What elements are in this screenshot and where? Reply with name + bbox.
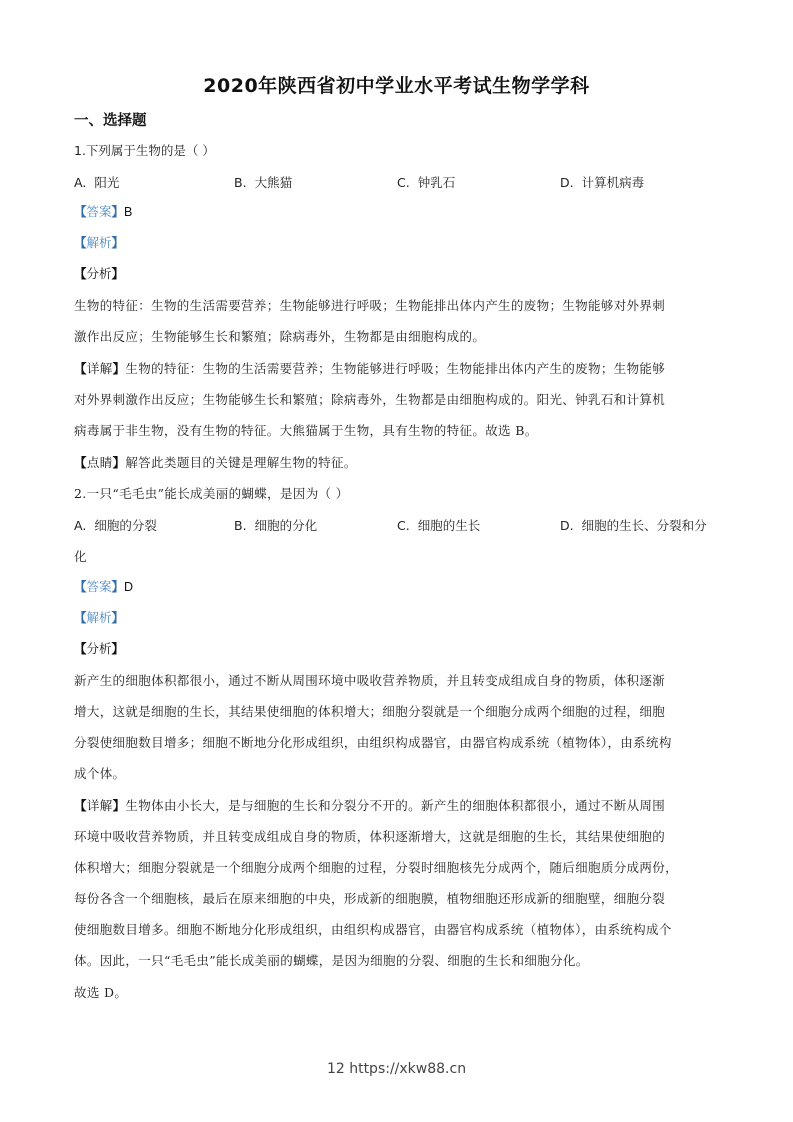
question-2-option-d-wrap: 化 — [74, 549, 87, 564]
question-2-detail: 【详解】生物体由小长大，是与细胞的生长和分裂分不开的。新产生的细胞体积都很小，通过不断从周围 — [74, 798, 666, 813]
detail-line: 对外界刺激作出反应；生物能够生长和繁殖；除病毒外，生物都是由细胞构成的。阳光、钟乳石和计算机 — [74, 392, 666, 407]
option-letter: A. — [74, 175, 87, 190]
question-2-option-a: A. 细胞的分裂 — [74, 518, 157, 533]
question-2-analysis-tag: 【分析】 — [74, 641, 125, 656]
option-letter: C. — [397, 175, 410, 190]
question-2-answer — [74, 578, 724, 597]
question-1-option-b — [234, 173, 292, 191]
question-1-stem: 1.下列属于生物的是（ ） — [74, 143, 215, 158]
question-1-option-c — [397, 173, 455, 191]
analysis-line: 新产生的细胞体积都很小，通过不断从周围环境中吸收营养物质，并且转变成组成自身的物质，体积逐渐 — [74, 673, 666, 688]
question-1-option-d — [560, 173, 644, 191]
option-text: 计算机病毒 — [581, 175, 645, 190]
detail-line: 病毒属于非生物，没有生物的特征。大熊猫属于生物，具有生物的特征。故选 B。 — [74, 423, 538, 438]
analysis-line: 增大，这就是细胞的生长，其结果使细胞的体积增大；细胞分裂就是一个细胞分成两个细胞的过程，细胞 — [74, 704, 666, 719]
question-2-option-c: C. 细胞的生长 — [397, 518, 481, 533]
detail-line: 环境中吸收营养物质，并且转变成组成自身的物质，体积逐渐增大，这就是细胞的生长，其结果使细胞的 — [74, 829, 666, 844]
detail-line: 体。因此，一只“毛毛虫”能长成美丽的蝴蝶，是因为细胞的分裂、细胞的生长和细胞分化。 — [74, 953, 589, 968]
question-2-conclusion: 故选 D。 — [74, 985, 128, 1000]
question-2-option-b: B. 细胞的分化 — [234, 518, 318, 533]
answer-tag: 【答案】 — [74, 579, 125, 594]
section-heading: 一、选择题 — [74, 113, 147, 129]
question-1-explanation-tag: 【解析】 — [74, 235, 125, 250]
analysis-line: 分裂使细胞数目增多；细胞不断地分化形成组织，由组织构成器官，由器官构成系统（植物体），由系统构 — [74, 735, 672, 750]
question-1-analysis-tag: 【分析】 — [74, 266, 125, 281]
answer-value: D — [124, 580, 134, 594]
page-title: 2020年陕西省初中学业水平考试生物学学科 — [203, 75, 590, 97]
option-text: 大熊猫 — [254, 175, 293, 190]
question-2-stem: 2.一只“毛毛虫”能长成美丽的蝴蝶，是因为（ ） — [74, 486, 349, 501]
option-text: 钟乳石 — [417, 175, 456, 190]
analysis-line: 激作出反应；生物能够生长和繁殖；除病毒外，生物都是由细胞构成的。 — [74, 329, 486, 344]
question-1-option-a — [74, 173, 119, 191]
analysis-line: 成个体。 — [74, 766, 126, 781]
question-1-detail: 【详解】生物的特征：生物的生活需要营养；生物能够进行呼吸；生物能排出体内产生的废物；生物能够 — [74, 361, 666, 376]
answer-tag: 【答案】 — [74, 204, 125, 219]
option-letter: B. — [234, 175, 247, 190]
detail-line: 每份各含一个细胞核，最后在原来细胞的中央，形成新的细胞膜，植物细胞还形成新的细胞壁，细胞分裂 — [74, 891, 666, 906]
option-text: 阳光 — [94, 175, 120, 190]
option-letter: D. — [560, 175, 574, 190]
question-1-answer — [74, 203, 724, 222]
detail-line: 使细胞数目增多。细胞不断地分化形成组织，由组织构成器官，由器官构成系统（植物体），由系统构成个 — [74, 922, 672, 937]
answer-value: B — [124, 205, 133, 219]
question-2-option-d: D. 细胞的生长、分裂和分 — [560, 518, 707, 533]
detail-line: 体积增大；细胞分裂就是一个细胞分成两个细胞的过程，分裂时细胞核先分成两个，随后细胞质分成两份， — [74, 860, 678, 875]
question-1-tip: 【点睛】解答此类题目的关键是理解生物的特征。 — [74, 455, 357, 470]
question-2-explanation-tag: 【解析】 — [74, 610, 125, 625]
analysis-line: 生物的特征：生物的生活需要营养；生物能够进行呼吸；生物能排出体内产生的废物；生物能够对外界刺 — [74, 298, 666, 313]
page-footer: 12 https://xkw88.cn — [326, 1061, 467, 1077]
